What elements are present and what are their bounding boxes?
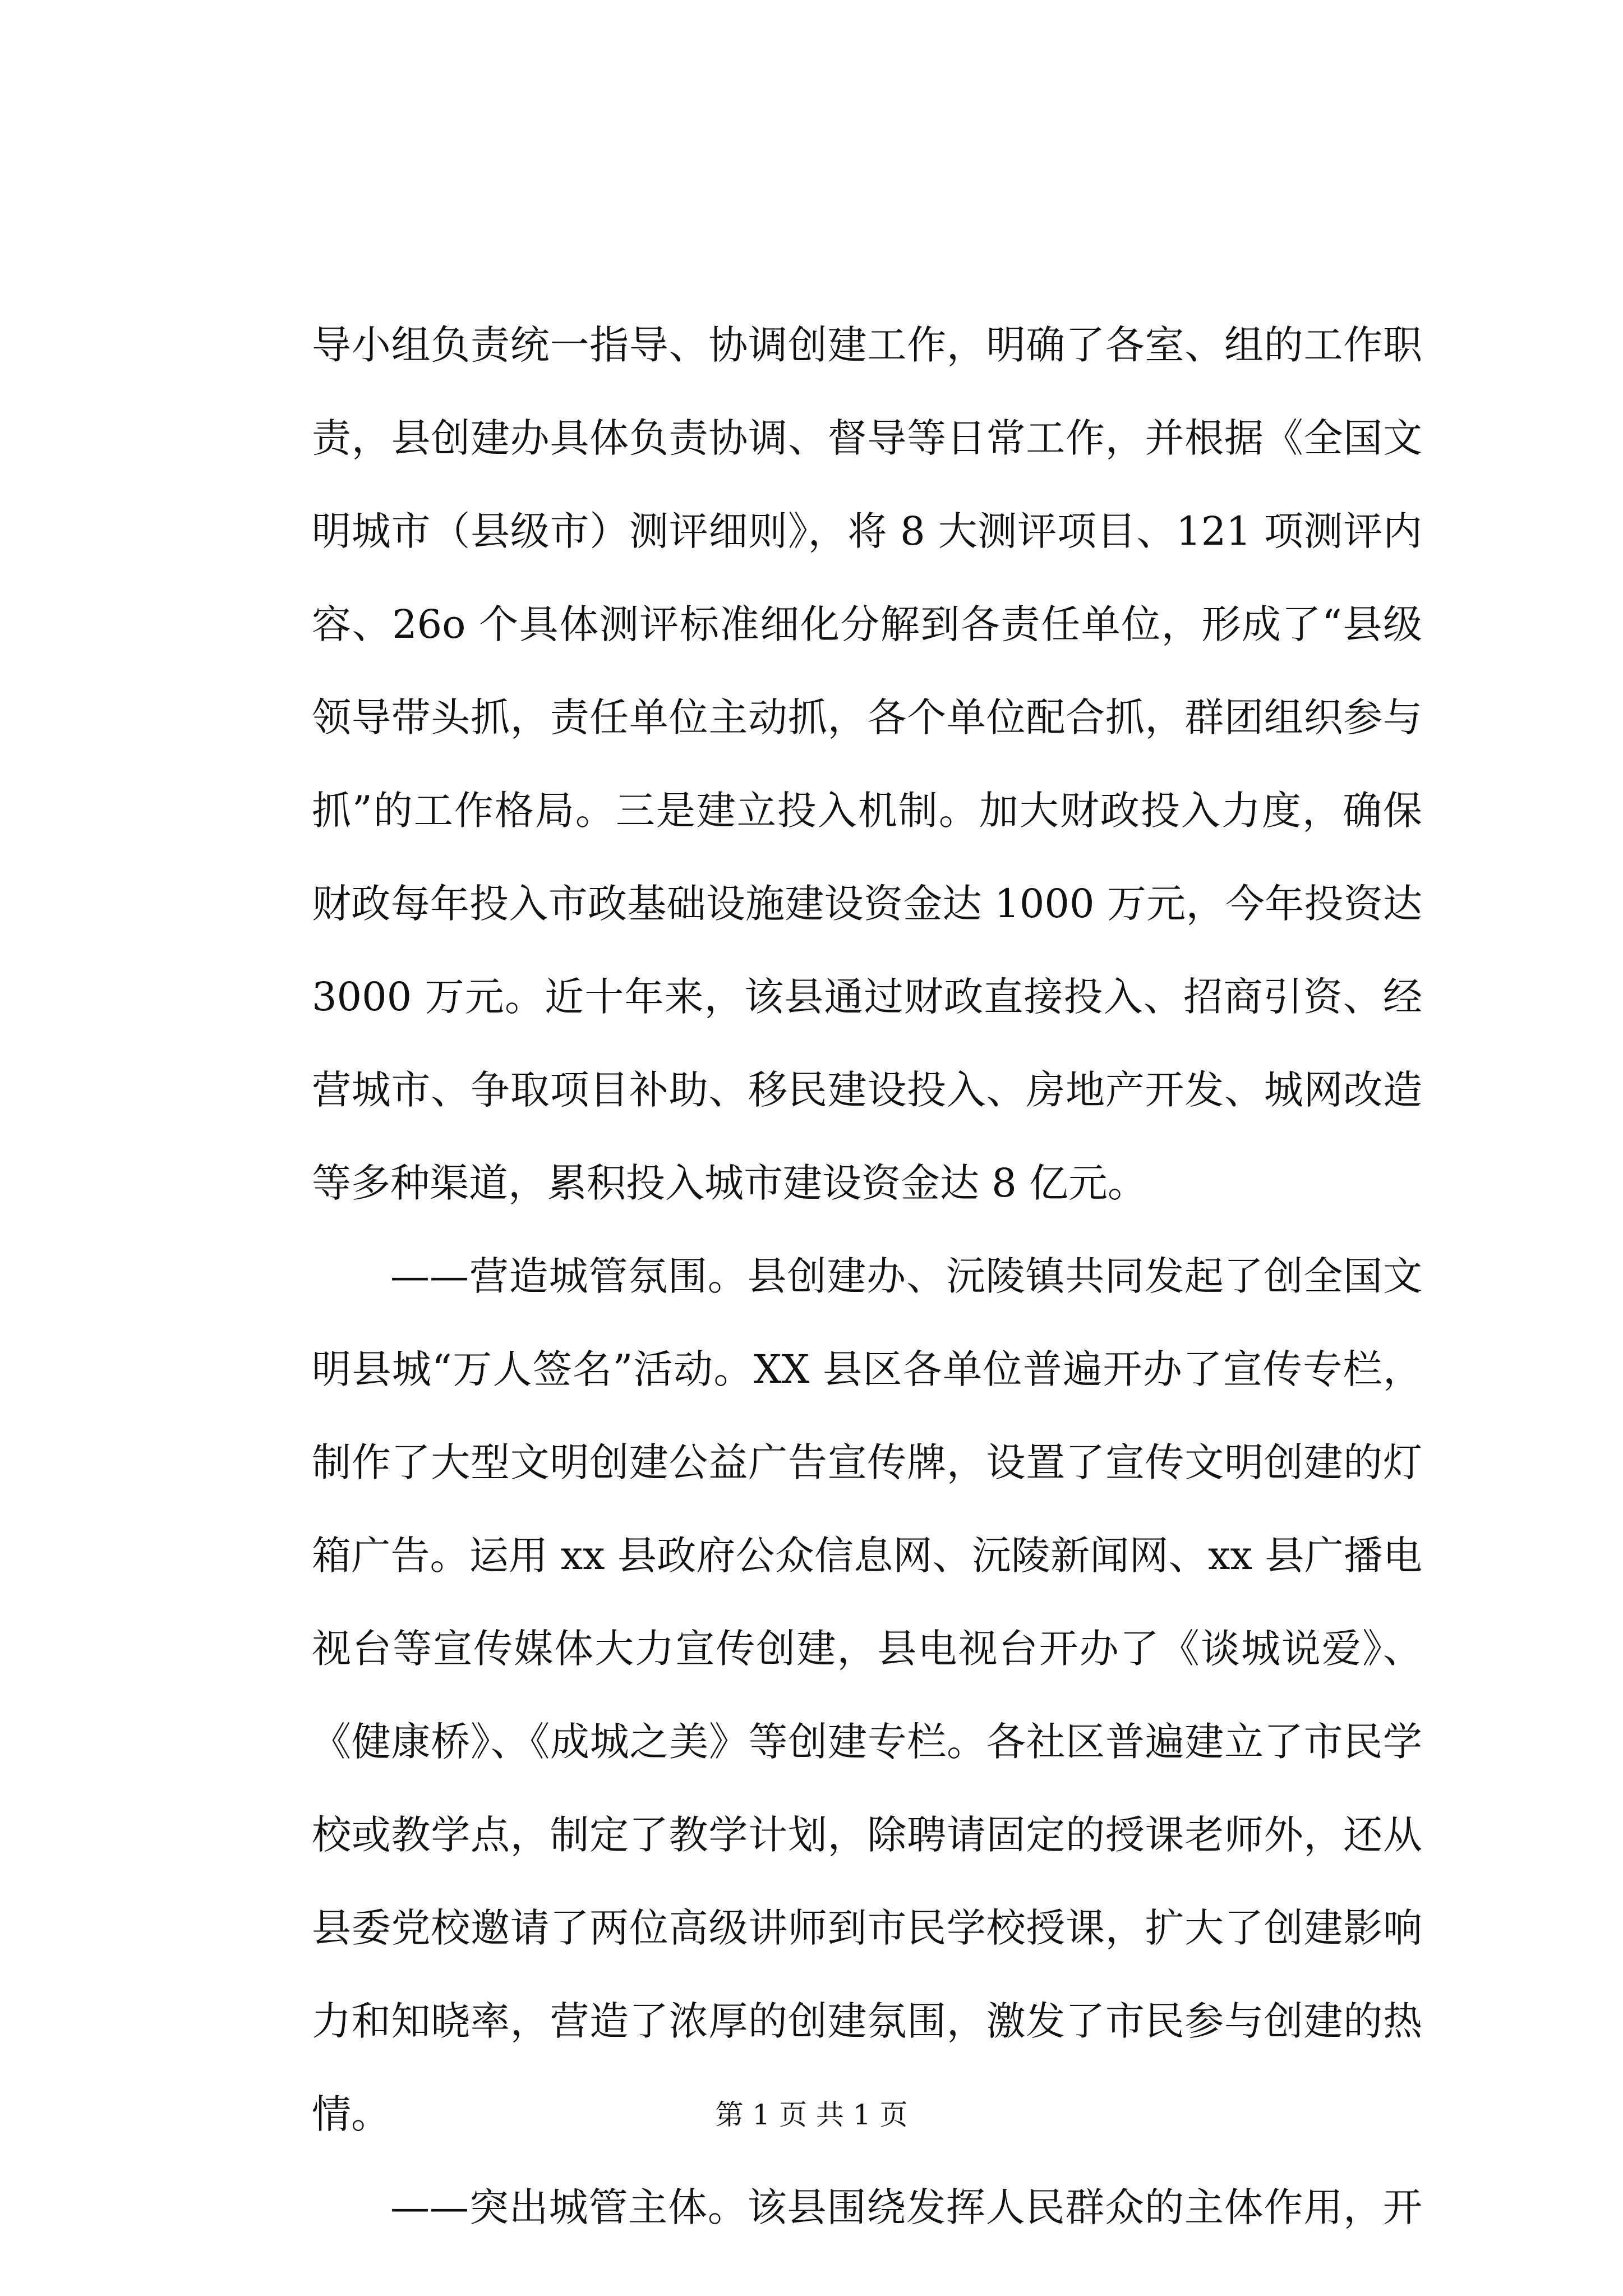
text-line: 责，县创建办具体负责协调、督导等日常工作，并根据《全国文 [312,415,1422,461]
document-body [312,298,1422,2254]
text-line: 明城市（县级市）测评细则》，将 8 大测评项目、121 项测评内 [312,508,1422,554]
text-line: 箱广告。运用 xx 县政府公众信息网、沅陵新闻网、xx 县广播电 [312,1533,1422,1579]
text-line: 力和知晓率，营造了浓厚的创建氛围，激发了市民参与创建的热 [312,1998,1422,2044]
paragraph-first-line: ——营造城管氛围。县创建办、沅陵镇共同发起了创全国文 [390,1253,1422,1299]
text-line: 情。 [312,2091,390,2137]
page-footer [0,2098,1623,2132]
text-line: 制作了大型文明创建公益广告宣传牌，设置了宣传文明创建的灯 [312,1439,1422,1485]
paragraph-first-line: ——突出城管主体。该县围绕发挥人民群众的主体作用，开 [390,2184,1422,2230]
text-line: 营城市、争取项目补助、移民建设投入、房地产开发、城网改造 [312,1067,1422,1113]
text-line: 抓”的工作格局。三是建立投入机制。加大财政投入力度，确保 [312,788,1422,834]
text-line: 校或教学点，制定了教学计划，除聘请固定的授课老师外，还从 [312,1812,1422,1858]
text-line: 3000 万元。近十年来，该县通过财政直接投入、招商引资、经 [312,974,1422,1020]
text-line: 明县城“万人签名”活动。XX 县区各单位普遍开办了宣传专栏， [312,1346,1422,1392]
text-line: 领导带头抓，责任单位主动抓，各个单位配合抓，群团组织参与 [312,694,1422,740]
text-line: 等多种渠道，累积投入城市建设资金达 8 亿元。 [312,1160,1147,1206]
page-number-label: 第 1 页 共 1 页 [715,2099,908,2131]
text-line: 导小组负责统一指导、协调创建工作，明确了各室、组的工作职 [312,322,1422,368]
text-line: 县委党校邀请了两位高级讲师到市民学校授课，扩大了创建影响 [312,1905,1422,1951]
text-line: 视台等宣传媒体大力宣传创建，县电视台开办了《谈城说爱》、 [312,1626,1422,1672]
text-line: 财政每年投入市政基础设施建设资金达 1000 万元，今年投资达 [312,881,1422,927]
text-line: 容、26o 个具体测评标准细化分解到各责任单位，形成了“县级 [312,601,1422,647]
text-line: 《健康桥》、《成城之美》等创建专栏。各社区普遍建立了市民学 [312,1719,1422,1765]
